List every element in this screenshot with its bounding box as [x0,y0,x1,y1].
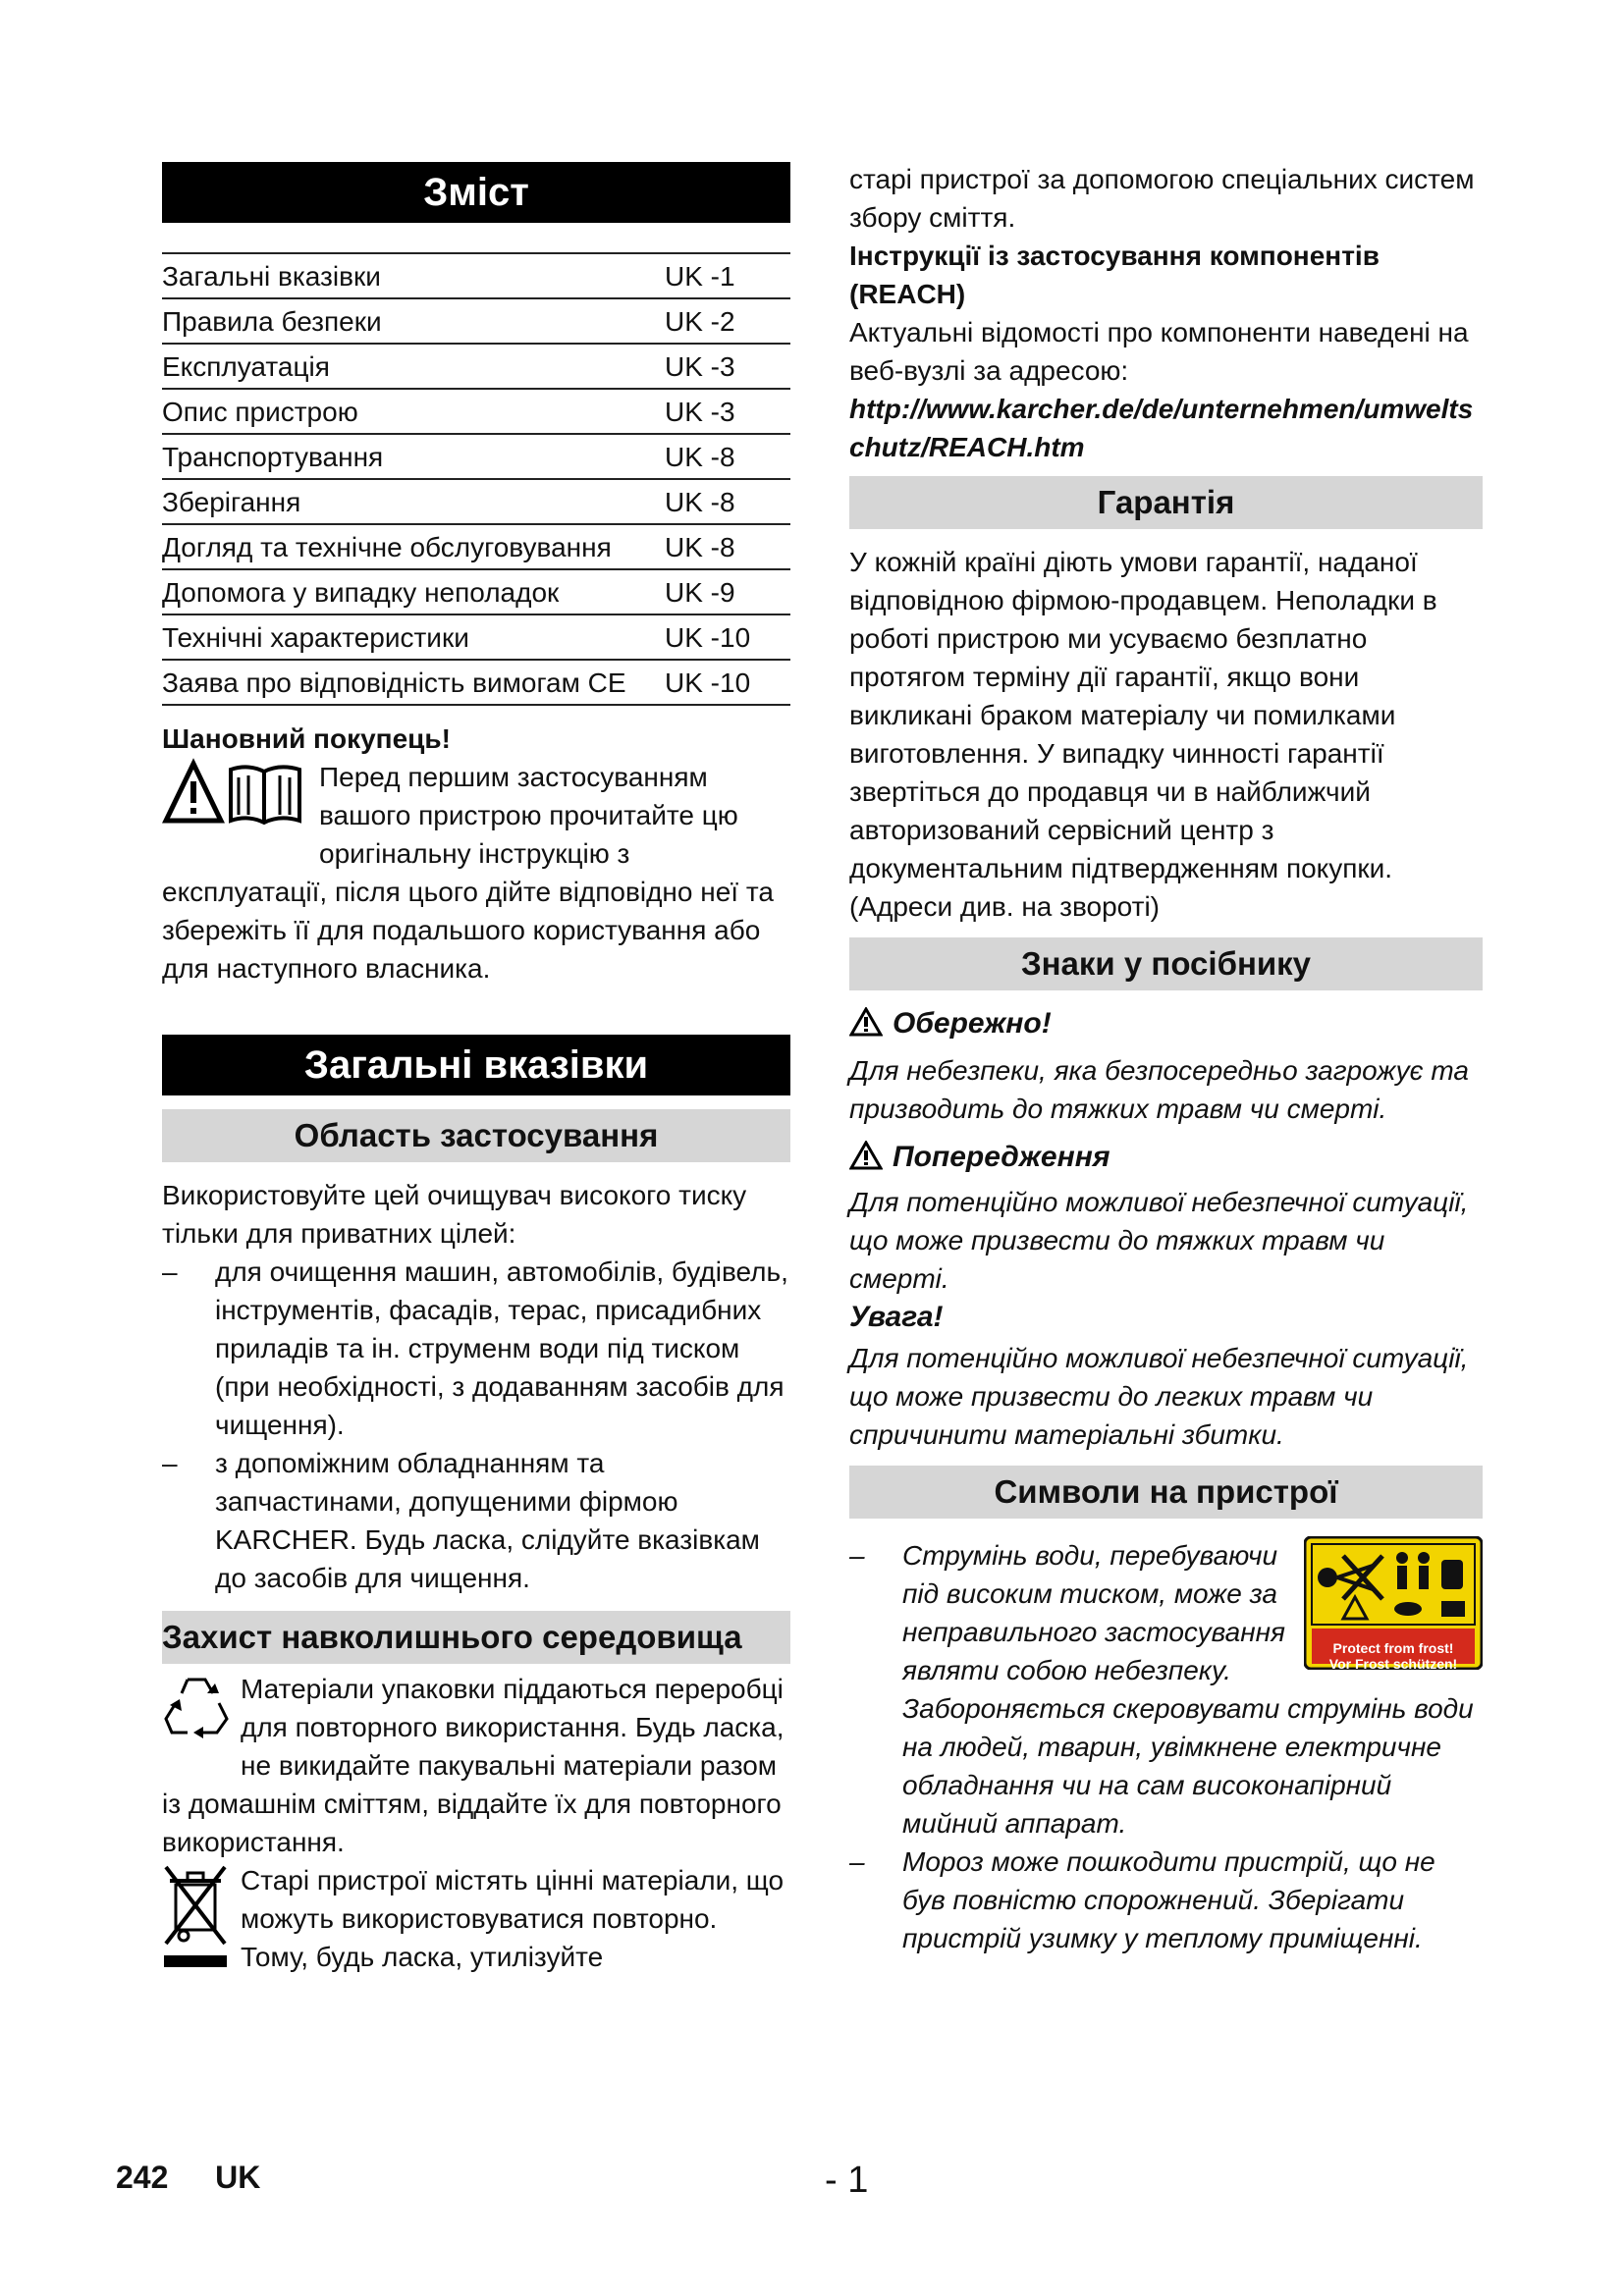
scope-item: – з допоміжним обладнанням та запчастинами, допущеними фірмою KARCHER. Будь ласка, слідуйте вказівкам до засобів для чищення. [162,1448,760,1593]
recycle-icon [162,1670,231,1750]
caution-text: Для потенційно можливої небезпечної ситуації, що може призвести до легких травм чи спричинити матеріальні збитки. [849,1343,1469,1450]
reach-text: Актуальні відомості про компоненти наведені на веб-вузлі за адресою: [849,317,1469,386]
toc-entry-label: Експлуатація [162,351,330,382]
toc-entry-page: UK -8 [665,442,735,472]
toc-entry-label: Технічні характеристики [162,622,469,653]
device-symbol-item: – Мороз може пошкодити пристрій, що не був повністю спорожнений. Зберігати пристрій узимку у теплому приміщенні. [849,1846,1435,1953]
toc-entry-label: Догляд та технічне обслуговування [162,532,612,562]
toc-entry-page: UK -3 [665,397,735,427]
frost-warning-label-icon [1304,1536,1483,1670]
toc-entry-page: UK -3 [665,351,735,382]
warning-heading: Попередження [849,1138,1483,1177]
environment-title: Захист навколишнього середовища [162,1611,790,1664]
toc-row[interactable] [162,253,790,298]
customer-text: Перед першим застосуванням вашого пристрою прочитайте цю оригінальну інструкцію з експлуатації, після цього дійте відповідно неї та збережіть її для подальшого користування або для наступного власника. [162,758,790,988]
toc-entry-label: Зберігання [162,487,301,517]
toc-row[interactable] [162,479,790,524]
toc-entry-page: UK -10 [665,667,751,698]
warning-triangle-icon [849,1007,883,1037]
scope-title: Область застосування [162,1109,790,1162]
toc-entry-label: Транспортування [162,442,384,472]
toc-row[interactable] [162,614,790,660]
toc-entry-label: Допомога у випадку неполадок [162,577,560,608]
left-column [162,162,790,1979]
toc-title: Зміст [162,162,790,223]
warranty-title: Гарантія [849,476,1483,529]
warning-text: Для потенційно можливої небезпечної ситуації, що може призвести до тяжких травм чи смерті. [849,1187,1469,1294]
scope-item: – для очищення машин, автомобілів, будівель, інструментів, фасадів, терас, присадибних приладів та ін. струменм води під тиском (при необхідності, з додаванням засобів для чищення). [162,1256,788,1440]
general-section-title: Загальні вказівки [162,1035,790,1095]
toc-entry-page: UK -8 [665,532,735,562]
toc-entry-page: UK -1 [665,261,735,292]
warranty-note: (Адреси див. на звороті) [849,891,1160,922]
toc-entry-page: UK -9 [665,577,735,608]
toc-entry-label: Заява про відповідність вимогам CE [162,667,626,698]
section-page-number: - 1 [825,2160,869,2201]
frost-label-line1: Protect from frost! [1332,1640,1454,1656]
frost-label-line2: Vor Frost schützen! [1328,1656,1458,1672]
page-number: 242 [116,2160,169,2195]
toc-entry-page: UK -2 [665,306,735,337]
footer-page-info [116,2160,260,2196]
device-symbol-item: – Protect from frost! Vor Frost schützen! Струмінь води, перебуваючи під високим тиском, може за неправильного застосування являти собою небезпеку. Забороняється скеровувати струмінь води на людей, тварин, увімкнене електричне обладнання чи на сам високонапірний мийний аппарат. [849,1536,1483,1842]
reach-heading: Інструкції із застосування компонентів (REACH) [849,240,1380,309]
warranty-text: У кожній країні діють умови гарантії, наданої відповідною фірмою-продавцем. Неполадки в роботі пристрою ми усуваємо безплатно протягом терміну дії гарантії, якщо вони викликані браком матеріалу чи помилками виготовлення. У випадку чинності гарантії звертіться до продавця чи в найближчий авторизований сервісний центр з документальним підтвердженням покупки. [849,547,1437,883]
scope-intro: Використовуйте цей очищувач високого тиску тільки для приватних цілей: [162,1180,747,1249]
packaging-text: Матеріали упаковки піддаються переробці для повторного використання. Будь ласка, не викидайте пакувальні матеріали разом із домашнім сміттям, віддайте їх для повторного використання. [162,1670,790,1861]
danger-heading: Обережно! [849,1004,1483,1043]
disposal-text: Старі пристрої містять цінні матеріали, що можуть використовуватися повторно. Тому, будь ласка, утилізуйте [162,1861,790,1976]
toc-row[interactable] [162,660,790,705]
warning-triangle-icon [849,1141,883,1170]
right-column [849,160,1483,1957]
toc-entry-page: UK -10 [665,622,751,653]
reach-link[interactable]: http://www.karcher.de/de/unternehmen/umweltschutz/REACH.htm [849,394,1474,462]
toc-entry-page: UK -8 [665,487,735,517]
toc-entry-label: Правила безпеки [162,306,382,337]
toc-row[interactable] [162,434,790,479]
signs-title: Знаки у посібнику [849,937,1483,990]
device-symbols-title: Символи на пристрої [849,1466,1483,1519]
crossed-bin-icon [162,1861,231,1979]
toc-row[interactable] [162,298,790,344]
toc-row[interactable] [162,569,790,614]
toc-row[interactable] [162,524,790,569]
danger-text: Для небезпеки, яка безпосередньо загрожує та призводить до тяжких травм чи смерті. [849,1055,1469,1124]
toc-row[interactable] [162,389,790,434]
toc-row[interactable] [162,344,790,389]
toc-table [162,252,790,706]
toc-entry-label: Загальні вказівки [162,261,381,292]
warning-and-manual-icon [162,758,309,838]
customer-heading: Шановний покупець! [162,723,451,754]
disposal-continued: старі пристрої за допомогою спеціальних систем збору сміття. [849,164,1475,233]
toc-entry-label: Опис пристрою [162,397,358,427]
caution-heading: Увага! [849,1301,944,1333]
language-code: UK [215,2160,261,2195]
